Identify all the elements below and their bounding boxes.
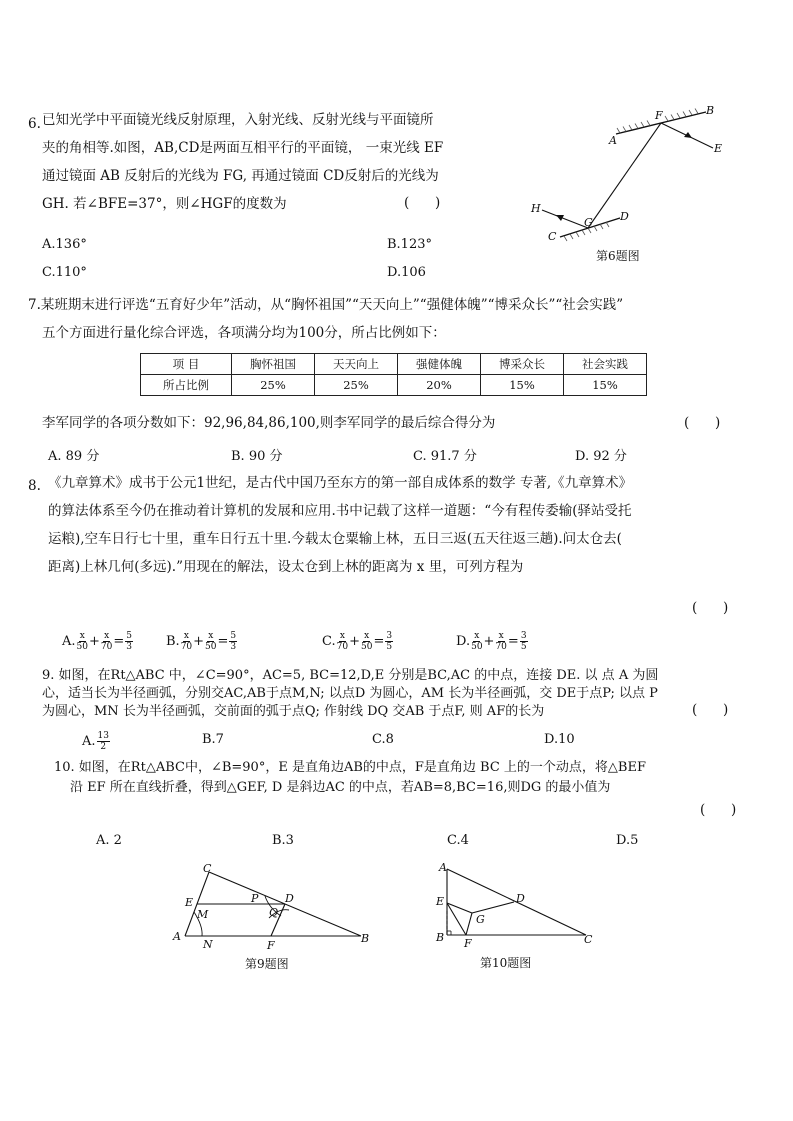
q6-caption: 第6题图	[596, 249, 640, 263]
q10-caption: 第10题图	[480, 956, 532, 970]
numerator: x	[79, 631, 85, 641]
q6-line: 已知光学中平面镜光线反射原理，入射光线、反射光线与平面镜所	[42, 112, 434, 128]
fraction	[181, 631, 192, 652]
table-cell: 强健体魄	[398, 354, 481, 375]
equals: =	[113, 634, 125, 649]
q8-line: 的算法体系至今仍在推动着计算机的发展和应用.书中记载了这样一道题：“今有程传委输(驿站受托	[48, 503, 632, 519]
denominator: 50	[471, 642, 483, 652]
q6-text	[42, 106, 443, 218]
label-f: F	[464, 937, 472, 950]
denominator: 3	[230, 642, 237, 652]
q9-option-d: D.10	[544, 732, 575, 747]
q7-ratio-table	[140, 353, 647, 396]
table-cell: 天天向上	[315, 354, 398, 375]
label-g: G	[476, 913, 485, 926]
denominator: 2	[100, 742, 107, 752]
ray-gh	[542, 210, 588, 228]
denominator: 5	[520, 642, 527, 652]
label-d: D	[620, 210, 629, 223]
q6-line: GH. 若∠BFE=37°，则∠HGF的度数为	[42, 196, 287, 212]
table-cell: 博采众长	[481, 354, 564, 375]
label-c: C	[548, 230, 557, 243]
q7-line2: 五个方面进行量化综合评选，各项满分均为100分，所占比例如下：	[42, 325, 446, 341]
table-header-row	[141, 354, 647, 375]
denominator: 3	[126, 642, 132, 652]
operator: +	[349, 634, 360, 649]
numerator: 3	[520, 631, 527, 641]
label-c: C	[584, 933, 593, 946]
option-letter: A.	[82, 734, 96, 749]
option-letter: B.	[166, 634, 180, 649]
numerator: x	[104, 631, 110, 641]
segment-ef	[447, 903, 466, 935]
q6-number: 6.	[28, 116, 41, 132]
label-q: Q	[269, 906, 279, 919]
equals: =	[507, 634, 519, 649]
table-row	[141, 375, 647, 396]
q10-option-b: B.3	[272, 833, 294, 848]
q6-option-d: D.106	[387, 265, 426, 280]
q7-option-d: D. 92 分	[575, 449, 627, 464]
q9-option-a	[82, 731, 111, 752]
q8-text	[48, 469, 632, 581]
q6-line: 通过镜面 AB 反射后的光线为 FG, 再通过镜面 CD反射后的光线为	[42, 168, 439, 184]
label-c: C	[203, 862, 212, 875]
fraction	[205, 631, 216, 652]
q6-option-a: A.136°	[42, 237, 87, 252]
equals: =	[373, 634, 385, 649]
label-b: B	[706, 104, 715, 117]
table-cell: 15%	[481, 375, 564, 396]
q7-line3: 李军同学的各项分数如下：92,96,84,86,100,则李军同学的最后综合得分为	[42, 415, 496, 431]
label-n: N	[203, 938, 213, 951]
q9-caption: 第9题图	[245, 957, 289, 971]
fraction	[101, 631, 112, 652]
denominator: 50	[205, 642, 217, 652]
table-cell: 15%	[564, 375, 647, 396]
label-d: D	[285, 892, 294, 905]
label-d: D	[516, 892, 525, 905]
label-m: M	[197, 908, 209, 921]
segment-gd	[472, 902, 514, 913]
label-e: E	[185, 896, 194, 909]
numerator: x	[339, 631, 345, 641]
label-e: E	[714, 142, 723, 155]
fraction	[520, 631, 528, 652]
numerator: x	[208, 631, 214, 641]
q6-figure	[520, 100, 760, 270]
label-f: F	[267, 939, 275, 952]
q7-option-a: A. 89 分	[48, 449, 100, 464]
table-cell: 项 目	[141, 354, 232, 375]
q7-line1: 7.某班期末进行评选“五育好少年”活动，从“胸怀祖国”“天天向上”“强健体魄”“博采众长”“社会实践”	[28, 297, 624, 313]
label-a: A	[173, 930, 181, 943]
table-cell: 20%	[398, 375, 481, 396]
segment-gf	[466, 913, 472, 935]
fraction	[337, 631, 348, 652]
table-cell: 所占比例	[141, 375, 232, 396]
option-letter: C.	[322, 634, 336, 649]
q8-option-d	[456, 631, 529, 652]
q8-option-a	[62, 631, 134, 652]
label-b: B	[436, 931, 445, 944]
fraction	[77, 631, 88, 652]
q6-line: 夹的角相等.如图，AB,CD是两面互相平行的平面镜， 一束光线 EF	[42, 140, 444, 156]
label-e: E	[436, 895, 445, 908]
q9-line: 9. 如图，在Rt△ABC 中，∠C=90°，AC=5, BC=12,D,E 分别是BC,AC 的中点，连接 DE. 以 点 A 为圆	[42, 668, 659, 683]
numerator: 5	[126, 631, 132, 641]
fraction	[471, 631, 482, 652]
denominator: 5	[386, 642, 393, 652]
q9-option-b: B.7	[202, 732, 224, 747]
label-h: H	[531, 202, 541, 215]
label-g: G	[584, 216, 593, 229]
denominator: 70	[336, 642, 349, 652]
q8-option-b	[166, 631, 238, 652]
numerator: x	[364, 631, 370, 641]
numerator: x	[498, 631, 504, 641]
q8-line: 运粮),空车日行七十里，重车日行五十里.今载太仓粟输上林，五日三返(五天往返三趟).问太仓去(	[48, 531, 622, 547]
q10-option-d: D.5	[616, 833, 639, 848]
numerator: 13	[97, 731, 109, 741]
q8-answer-paren: ( )	[692, 600, 729, 616]
table-cell: 25%	[315, 375, 398, 396]
operator: +	[193, 634, 205, 649]
numerator: x	[183, 631, 189, 641]
numerator: 5	[230, 631, 237, 641]
q8-line: 《九章算术》成书于公元1世纪，是古代中国乃至东方的第一部自成体系的数学 专著,《九章算术》	[48, 475, 633, 491]
fraction	[385, 631, 393, 652]
q8-option-c	[322, 631, 394, 652]
denominator: 50	[360, 642, 373, 652]
denominator: 70	[495, 642, 507, 652]
table-cell: 胸怀祖国	[232, 354, 315, 375]
q10-option-a: A. 2	[96, 833, 122, 848]
q10-option-c: C.4	[447, 833, 469, 848]
numerator: 3	[386, 631, 393, 641]
q8-number: 8.	[28, 478, 41, 494]
q6-option-b: B.123°	[387, 237, 432, 252]
q10-figure	[430, 855, 600, 980]
fraction	[495, 631, 506, 652]
numerator: x	[474, 631, 480, 641]
table-cell: 25%	[232, 375, 315, 396]
denominator: 70	[180, 642, 193, 652]
option-letter: D.	[456, 634, 471, 649]
q9-figure	[165, 860, 380, 980]
table-cell: 社会实践	[564, 354, 647, 375]
q9-line: 心，适当长为半径画弧，分别交AC,AB于点M,N; 以点D 为圆心，AM 长为半径画弧，交 DE于点P; 以点 P	[42, 686, 658, 701]
q6-option-c: C.110°	[42, 265, 87, 280]
denominator: 70	[100, 642, 113, 652]
fraction	[97, 731, 110, 752]
operator: +	[483, 634, 495, 649]
fraction	[125, 631, 133, 652]
equals: =	[217, 634, 229, 649]
q9-answer-paren: ( )	[692, 702, 729, 718]
q6-answer-paren: ( )	[404, 195, 441, 211]
fraction	[361, 631, 372, 652]
q10-line: 10. 如图，在Rt△ABC中，∠B=90°，E 是直角边AB的中点，F是直角边 BC 上的一个动点，将△BEF	[54, 760, 646, 775]
option-letter: A.	[62, 634, 76, 649]
segment-eg	[447, 903, 472, 913]
label-b: B	[361, 932, 370, 945]
q9-option-c: C.8	[372, 732, 394, 747]
fraction	[229, 631, 237, 652]
operator: +	[88, 634, 100, 649]
q9-line: 为圆心，MN 长为半径画弧，交前面的弧于点Q; 作射线 DQ 交AB 于点F, 则 AF的长为	[42, 704, 545, 719]
label-f: F	[655, 109, 663, 122]
q7-answer-paren: ( )	[684, 415, 721, 431]
label-a: A	[439, 861, 447, 874]
q8-line: 距离)上林几何(多远).”用现在的解法，设太仓到上林的距离为 x 里，可列方程为	[48, 559, 524, 575]
label-p: P	[251, 892, 259, 905]
q7-option-b: B. 90 分	[231, 449, 283, 464]
label-a: A	[609, 134, 617, 147]
q7-option-c: C. 91.7 分	[413, 449, 477, 464]
q10-answer-paren: ( )	[700, 802, 737, 818]
denominator: 50	[76, 642, 88, 652]
q10-line: 沿 EF 所在直线折叠，得到△GEF, D 是斜边AC 的中点，若AB=8,BC=16,则DG 的最小值为	[70, 780, 611, 795]
